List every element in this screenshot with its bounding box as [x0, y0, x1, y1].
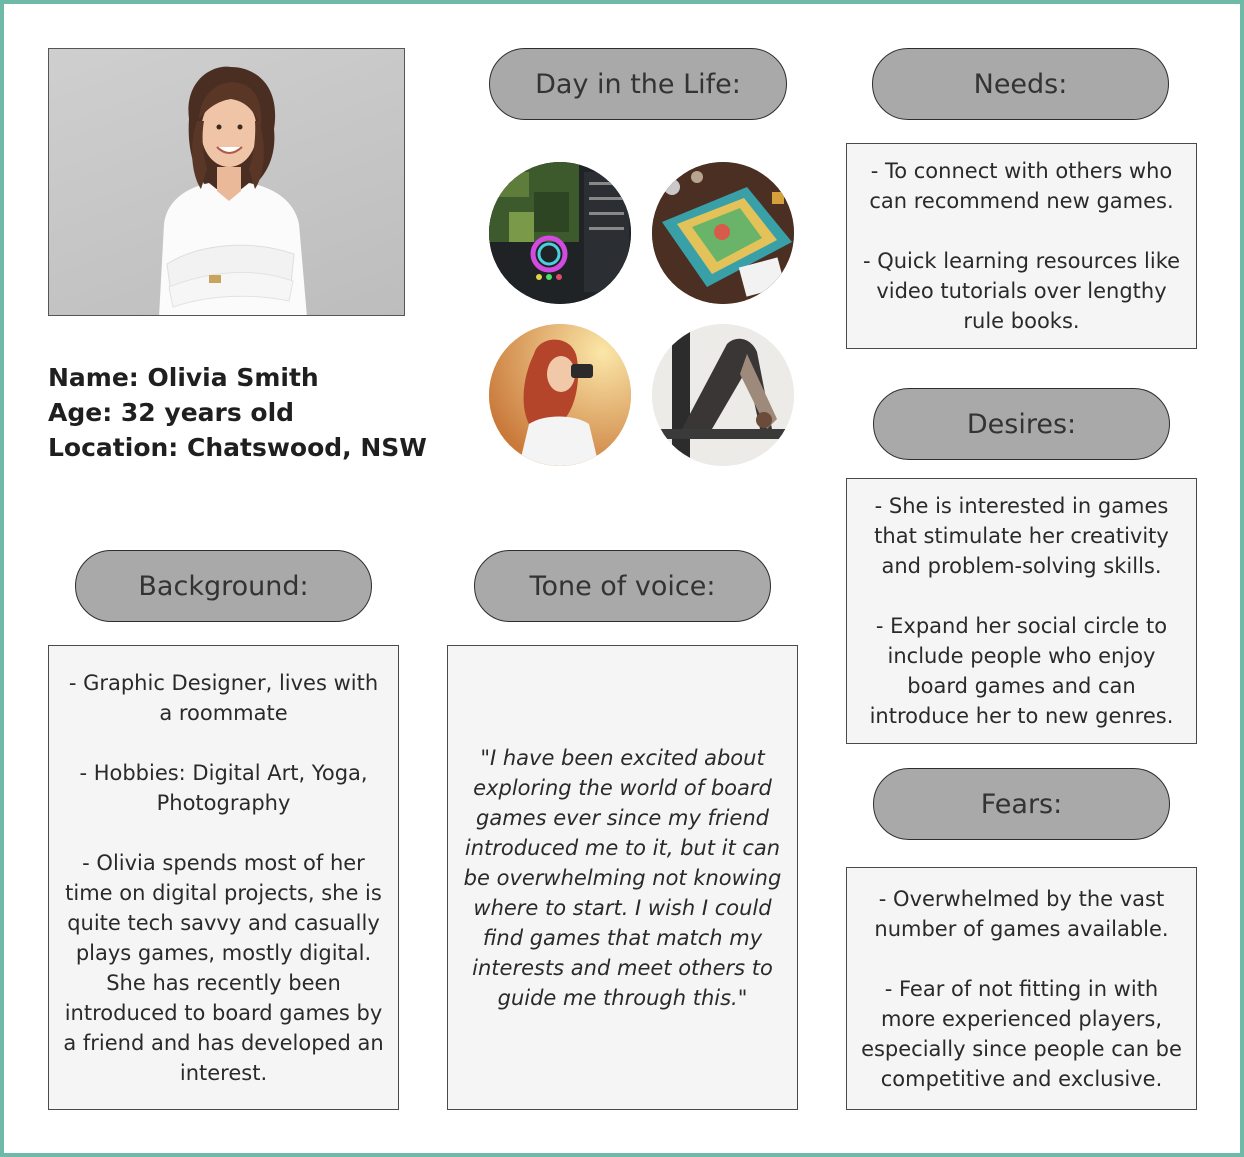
day-photo-yoga: [652, 324, 794, 466]
fears-heading: Fears:: [873, 768, 1170, 840]
profile-info: [48, 360, 427, 465]
profile-name: Name: Olivia Smith: [48, 363, 319, 392]
tone-heading: Tone of voice:: [474, 550, 771, 622]
fears-item: - Overwhelmed by the vast number of games available.: [874, 886, 1169, 941]
needs-item: - To connect with others who can recommend new games.: [869, 159, 1174, 213]
background-item: - Hobbies: Digital Art, Yoga, Photography: [79, 760, 368, 815]
background-item: - Graphic Designer, lives with a roommate: [68, 670, 379, 725]
desires-item: - Expand her social circle to include people who enjoy board games and can introduce her to new genres.: [869, 614, 1174, 728]
profile-age: Age: 32 years old: [48, 398, 295, 427]
fears-box: [846, 867, 1197, 1110]
needs-heading: Needs:: [872, 48, 1169, 120]
desires-item: - She is interested in games that stimulate her creativity and problem-solving skills.: [874, 494, 1169, 578]
desires-box: [846, 478, 1197, 744]
day-in-life-heading: Day in the Life:: [489, 48, 787, 120]
profile-location: Location: Chatswood, NSW: [48, 433, 427, 462]
tone-box: [447, 645, 798, 1110]
day-photo-editing: [489, 162, 631, 304]
portrait-photo: [48, 48, 405, 316]
needs-box: [846, 143, 1197, 349]
tone-quote: "I have been excited about exploring the world of board games ever since my friend introduced me to it, but it can be overwhelming not knowing where to start. I wish I could find games that match my interests and meet others to guide me through this.": [463, 745, 782, 1010]
background-box: [48, 645, 399, 1110]
needs-item: - Quick learning resources like video tutorials over lengthy rule books.: [862, 249, 1181, 333]
day-photo-photography: [489, 324, 631, 466]
fears-item: - Fear of not fitting in with more experienced players, especially since people can be competitive and exclusive.: [861, 976, 1182, 1091]
day-photo-boardgame: [652, 162, 794, 304]
background-item: - Olivia spends most of her time on digital projects, she is quite tech savvy and casually plays games, mostly digital. She has recently been introduced to board games by a friend and has developed an interest.: [63, 850, 384, 1085]
desires-heading: Desires:: [873, 388, 1170, 460]
background-heading: Background:: [75, 550, 372, 622]
